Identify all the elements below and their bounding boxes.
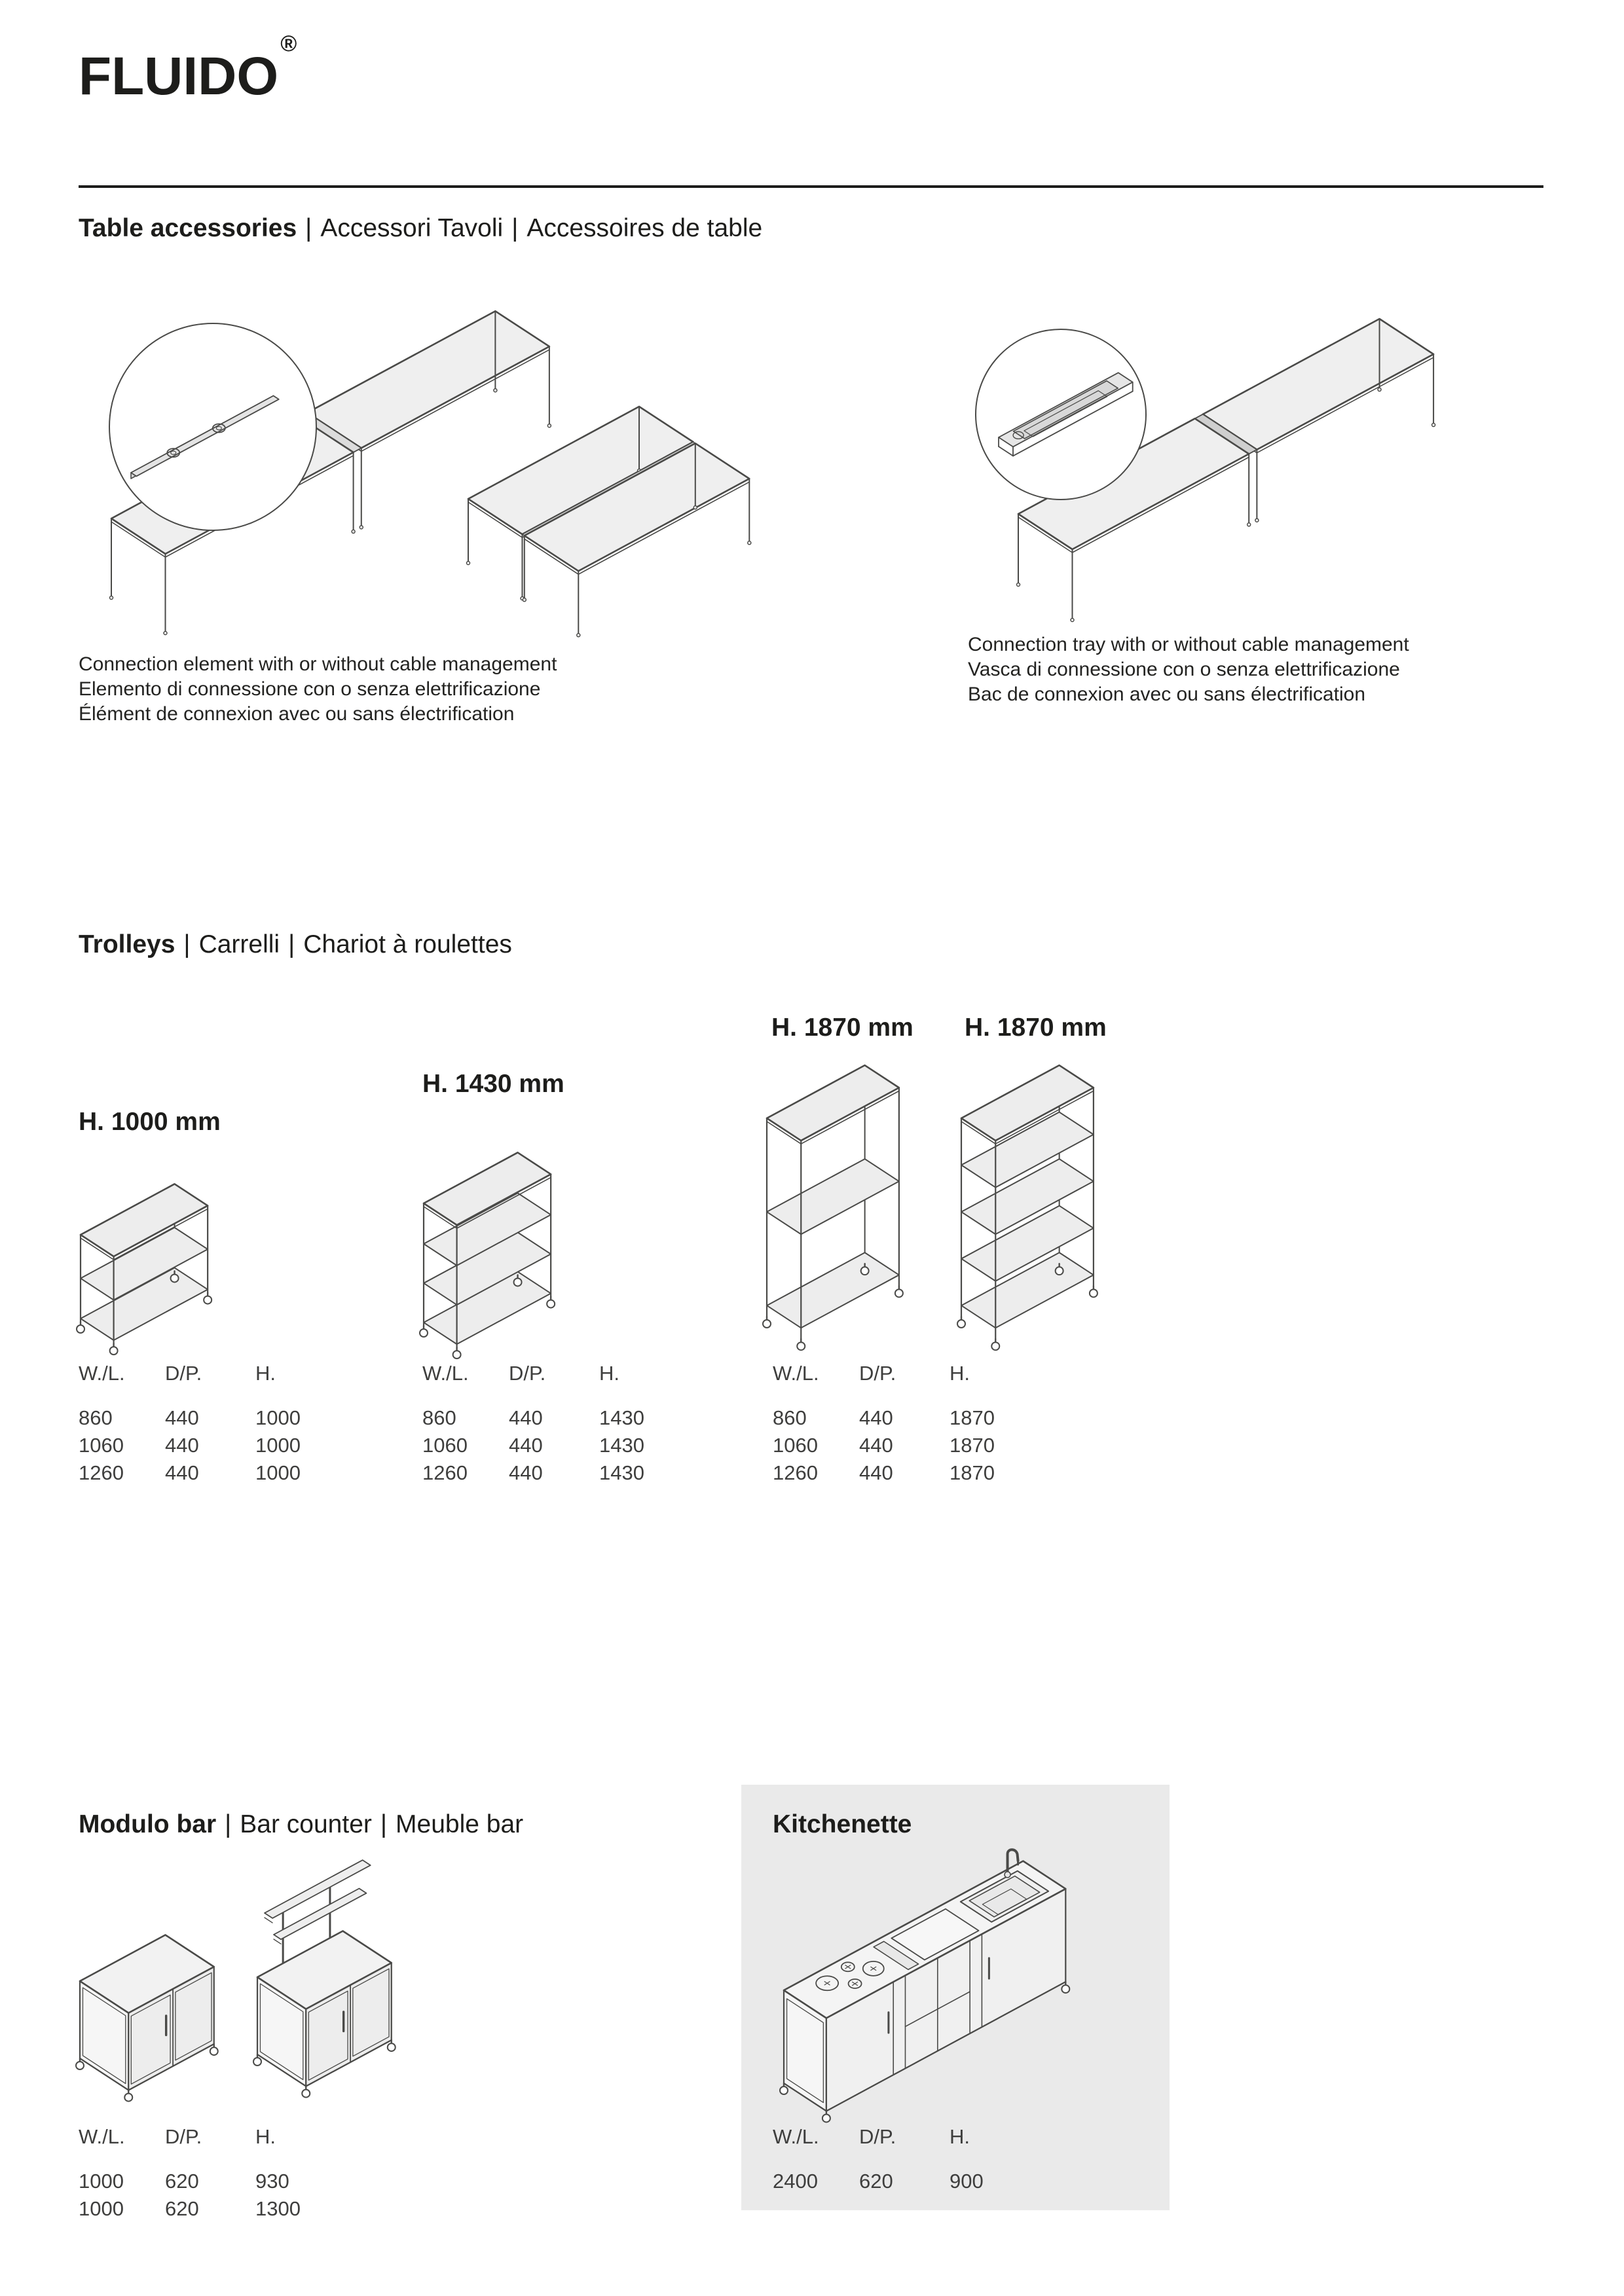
- trolley-1000-illustration: [71, 1171, 223, 1339]
- dim-cell: 1870: [950, 1461, 995, 1484]
- dim-cell: 620: [165, 2197, 199, 2220]
- heading-en: Bar counter: [240, 1810, 372, 1838]
- trolley-dims-table-1000: [79, 1363, 360, 1490]
- dim-cell: 1300: [255, 2197, 301, 2220]
- col-header-dp: D/P.: [165, 2125, 202, 2148]
- col-header-h: H.: [255, 1362, 276, 1385]
- dim-cell: 1000: [79, 2170, 124, 2193]
- heading-it: Accessori Tavoli: [320, 214, 504, 242]
- height-label-1870-b: H. 1870 mm: [965, 1013, 1107, 1042]
- heading-separator: |: [225, 1810, 232, 1838]
- dim-cell: 1260: [422, 1461, 468, 1484]
- kitchenette-illustration: [767, 1846, 1150, 2132]
- trolley-1430-illustration: [414, 1140, 568, 1337]
- col-header-wl: W./L.: [773, 2125, 819, 2148]
- dim-cell: 1870: [950, 1434, 995, 1457]
- heading-separator: |: [183, 930, 191, 958]
- brand-name: FLUIDO: [79, 46, 279, 106]
- col-header-wl: W./L.: [422, 1362, 469, 1385]
- modulo-bar-dims-table: [79, 2126, 360, 2226]
- col-header-dp: D/P.: [859, 2125, 896, 2148]
- caption-line-en: Connection tray with or without cable management: [968, 634, 1409, 655]
- caption-connection-tray: [968, 632, 1409, 707]
- dim-cell: 1430: [599, 1406, 644, 1429]
- dim-cell: 440: [859, 1406, 893, 1429]
- dim-cell: 440: [165, 1406, 199, 1429]
- heading-it: Carrelli: [198, 930, 280, 958]
- dim-cell: 1260: [79, 1461, 124, 1484]
- dim-cell: 1060: [773, 1434, 818, 1457]
- caption-line-fr: Bac de connexion avec ou sans électrification: [968, 683, 1366, 705]
- bar-counter-illustration: [72, 1923, 231, 2111]
- heading-separator: |: [511, 214, 519, 242]
- caption-connection-element: [79, 652, 557, 727]
- dim-cell: 440: [509, 1434, 543, 1457]
- trolley-dims-table-1870: [773, 1363, 1054, 1490]
- dim-cell: 1000: [255, 1434, 301, 1457]
- dim-cell: 1060: [79, 1434, 124, 1457]
- dim-cell: 860: [79, 1406, 113, 1429]
- connection-element-illustration: [85, 302, 761, 638]
- dim-cell: 1260: [773, 1461, 818, 1484]
- section-heading-trolleys: [79, 930, 512, 960]
- caption-line-en: Connection element with or without cable management: [79, 653, 557, 675]
- col-header-h: H.: [950, 2125, 970, 2148]
- col-header-wl: W./L.: [79, 2125, 125, 2148]
- dim-cell: 1430: [599, 1434, 644, 1457]
- caption-line-it: Elemento di connessione con o senza elettrificazione: [79, 678, 541, 700]
- caption-line-it: Vasca di connessione con o senza elettrificazione: [968, 659, 1400, 680]
- heading-en: Trolleys: [79, 930, 175, 958]
- trolley-dims-table-1430: [422, 1363, 704, 1490]
- dim-cell: 620: [165, 2170, 199, 2193]
- heading-it: Modulo bar: [79, 1810, 217, 1838]
- dim-cell: 1870: [950, 1406, 995, 1429]
- col-header-wl: W./L.: [773, 1362, 819, 1385]
- section-heading-kitchenette: [773, 1810, 912, 1840]
- bar-counter-shelf-illustration: [248, 1858, 416, 2107]
- dim-cell: 900: [950, 2170, 984, 2193]
- dim-cell: 1000: [255, 1461, 301, 1484]
- col-header-dp: D/P.: [165, 1362, 202, 1385]
- heading-fr: Accessoires de table: [526, 214, 763, 242]
- col-header-dp: D/P.: [509, 1362, 546, 1385]
- connection-tray-illustration: [963, 308, 1532, 626]
- kitchenette-dims-table: [773, 2126, 1054, 2198]
- dim-cell: 440: [165, 1461, 199, 1484]
- dim-cell: 1060: [422, 1434, 468, 1457]
- section-heading-table-accessories: [79, 213, 762, 244]
- dim-cell: 860: [422, 1406, 456, 1429]
- trolley-1870-shelves-illustration: [950, 1053, 1117, 1338]
- col-header-h: H.: [599, 1362, 619, 1385]
- dim-cell: 440: [509, 1406, 543, 1429]
- brand-logo: [79, 31, 297, 106]
- heading-fr: Meuble bar: [396, 1810, 524, 1838]
- trolley-1870-illustration: [757, 1053, 919, 1338]
- heading-en: Table accessories: [79, 214, 297, 242]
- dim-cell: 2400: [773, 2170, 818, 2193]
- height-label-1870-a: H. 1870 mm: [771, 1013, 913, 1042]
- dim-cell: 860: [773, 1406, 807, 1429]
- col-header-wl: W./L.: [79, 1362, 125, 1385]
- dim-cell: 440: [165, 1434, 199, 1457]
- heading-separator: |: [288, 930, 295, 958]
- dim-cell: 930: [255, 2170, 289, 2193]
- col-header-h: H.: [950, 1362, 970, 1385]
- dim-cell: 620: [859, 2170, 893, 2193]
- heading-separator: |: [380, 1810, 388, 1838]
- col-header-h: H.: [255, 2125, 276, 2148]
- heading-separator: |: [305, 214, 312, 242]
- col-header-dp: D/P.: [859, 1362, 896, 1385]
- dim-cell: 1430: [599, 1461, 644, 1484]
- section-heading-modulo-bar: [79, 1810, 523, 1840]
- registered-mark: ®: [280, 31, 297, 56]
- height-label-1000: H. 1000 mm: [79, 1108, 221, 1136]
- dim-cell: 440: [859, 1434, 893, 1457]
- caption-line-fr: Élément de connexion avec ou sans électrification: [79, 703, 515, 725]
- heading-fr: Chariot à roulettes: [303, 930, 512, 958]
- heading-kitchenette: Kitchenette: [773, 1810, 912, 1838]
- dim-cell: 1000: [255, 1406, 301, 1429]
- dim-cell: 1000: [79, 2197, 124, 2220]
- dim-cell: 440: [509, 1461, 543, 1484]
- dim-cell: 440: [859, 1461, 893, 1484]
- divider-rule: [79, 185, 1543, 188]
- height-label-1430: H. 1430 mm: [422, 1070, 564, 1098]
